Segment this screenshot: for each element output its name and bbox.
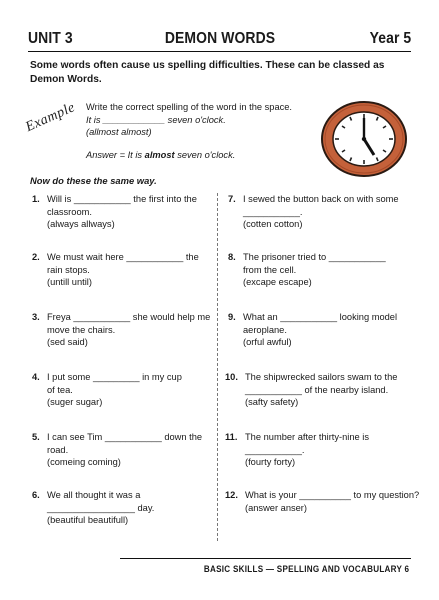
question-line: What is your __________ to my question? <box>245 490 420 500</box>
example-block <box>86 101 306 161</box>
header-rule <box>28 51 411 52</box>
question-text <box>243 311 397 349</box>
question-number: 11. <box>225 432 238 442</box>
question-line: of tea. <box>47 384 73 395</box>
question-line: The prisoner tried to ___________ <box>243 252 386 262</box>
example-sentence: It is ____________ seven o'clock. <box>86 114 226 125</box>
page-header <box>28 30 411 50</box>
question-text <box>245 431 369 469</box>
question-text <box>47 251 199 289</box>
question-line: What an ___________ looking model <box>243 312 398 322</box>
question-line: move the chairs. <box>47 324 116 335</box>
question-text <box>245 489 419 514</box>
question-text <box>47 431 202 469</box>
question-text <box>245 371 397 409</box>
question-text <box>47 311 210 349</box>
question-line: from the cell. <box>243 264 297 275</box>
example-label: Example <box>23 100 78 136</box>
question-line: road. <box>47 444 69 455</box>
unit-label: UNIT 3 <box>28 30 73 47</box>
year-label: Year 5 <box>369 30 411 47</box>
question-options: (untill until) <box>47 277 92 288</box>
question-line: I sewed the button back on with some <box>243 194 399 204</box>
question-number: 1. <box>32 194 40 204</box>
question-options: (safty safety) <box>245 397 299 408</box>
question-text <box>47 193 197 231</box>
question-number: 10. <box>225 372 238 382</box>
intro-text: Some words often cause us spelling difficulties. These can be classed as Demon Words. <box>30 60 385 85</box>
question-line: We all thought it was a <box>47 490 141 500</box>
question-line: I can see Tim ___________ down the <box>47 432 203 442</box>
footer-rule <box>120 558 411 559</box>
question-number: 8. <box>228 252 236 262</box>
question-number: 4. <box>32 372 40 382</box>
instructions-prompt: Now do these the same way. <box>30 175 157 186</box>
question-line: _________________ day. <box>47 502 155 513</box>
answer-suffix: seven o'clock. <box>174 149 236 160</box>
page-footer: BASIC SKILLS — SPELLING AND VOCABULARY 6 <box>203 564 409 574</box>
question-text <box>47 371 182 409</box>
question-line: The shipwrecked sailors swam to the <box>245 372 398 382</box>
question-line: The number after thirty-nine is <box>245 432 370 442</box>
question-number: 3. <box>32 312 40 322</box>
question-text <box>243 193 399 231</box>
question-line: ___________. <box>243 206 303 217</box>
question-number: 5. <box>32 432 40 442</box>
example-answer <box>86 149 306 162</box>
clock-icon <box>318 97 410 179</box>
question-line: classroom. <box>47 206 92 217</box>
question-text <box>47 489 154 527</box>
question-options: (orful awful) <box>243 337 292 348</box>
answer-word: almost <box>144 149 175 160</box>
question-line: Will is ___________ the first into the <box>47 194 197 204</box>
question-line: Freya ___________ she would help me <box>47 312 211 322</box>
question-options: (sed said) <box>47 337 88 348</box>
question-line: ___________ of the nearby island. <box>245 384 389 395</box>
question-number: 2. <box>32 252 40 262</box>
question-line: rain stops. <box>47 264 90 275</box>
question-number: 12. <box>225 490 238 500</box>
question-line: I put some _________ in my cup <box>47 372 182 382</box>
question-options: (answer anser) <box>245 502 308 513</box>
question-options: (comeing coming) <box>47 457 121 468</box>
question-line: We must wait here ___________ the <box>47 252 199 262</box>
question-line: ___________. <box>245 444 305 455</box>
question-number: 9. <box>228 312 236 322</box>
question-number: 6. <box>32 490 40 500</box>
question-line: aeroplane. <box>243 324 287 335</box>
question-options: (suger sugar) <box>47 397 103 408</box>
question-text <box>243 251 386 289</box>
question-options: (fourty forty) <box>245 457 296 468</box>
question-number: 7. <box>228 194 236 204</box>
question-options: (beautiful beautifull) <box>47 515 129 526</box>
question-options: (cotten cotton) <box>243 219 303 230</box>
question-options: (always allways) <box>47 219 115 230</box>
answer-prefix: Answer = It is <box>86 149 145 160</box>
example-instruction: Write the correct spelling of the word in the space. <box>86 102 293 112</box>
page-title: DEMON WORDS <box>164 30 275 47</box>
column-divider <box>217 193 218 541</box>
question-options: (excape escape) <box>243 277 312 288</box>
example-options: (allmost almost) <box>86 127 152 137</box>
